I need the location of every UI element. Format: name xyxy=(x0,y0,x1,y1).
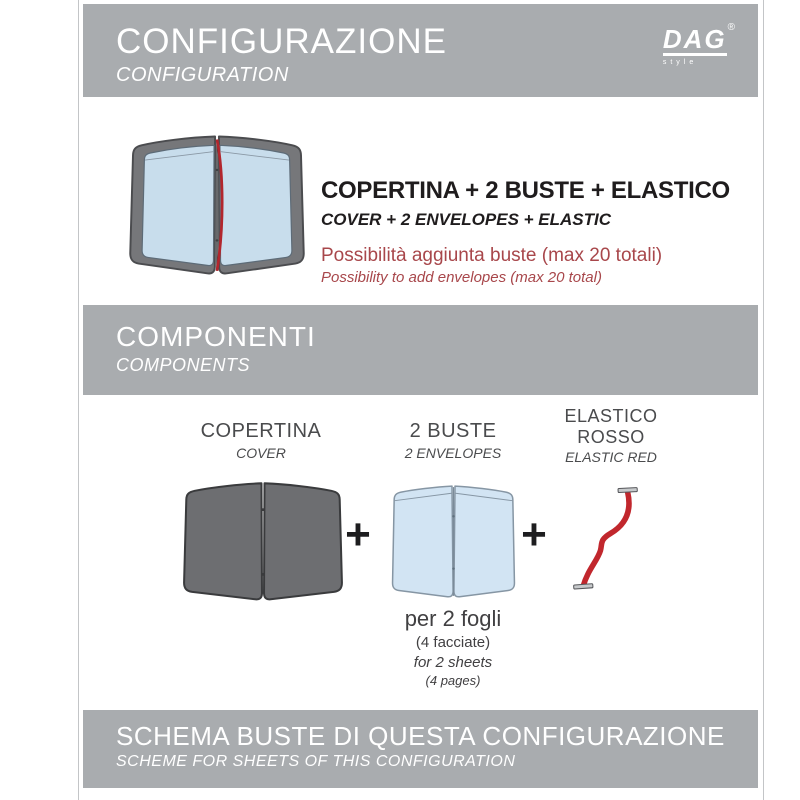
envelopes-label-block xyxy=(373,420,533,461)
open-folder-illustration xyxy=(119,130,315,293)
cover-label-en: COVER xyxy=(236,445,286,461)
elastic-label-block xyxy=(541,406,681,465)
cover-label: COPERTINA xyxy=(200,420,322,442)
plus-sign: + xyxy=(521,510,547,559)
sheets-caption-block xyxy=(353,606,553,688)
envelopes-svg xyxy=(385,480,522,607)
dag-logo xyxy=(662,22,735,66)
components-banner xyxy=(83,305,758,395)
elastic-label-line2: ROSSO xyxy=(577,426,645,447)
open-folder-svg xyxy=(119,130,315,293)
configuration-title-en: COVER + 2 ENVELOPES + ELASTIC xyxy=(321,210,612,229)
elastic-top-tip xyxy=(618,488,637,493)
elastic-cord xyxy=(583,492,629,586)
envelope-right-panel xyxy=(454,486,515,597)
hero-text-block xyxy=(321,177,730,286)
sheets-caption-en: for 2 sheets xyxy=(413,654,493,671)
hero-envelope-right xyxy=(220,145,292,265)
add-envelopes-note-en: Possibility to add envelopes (max 20 total) xyxy=(321,269,602,286)
elastic-label-line1: ELASTICO xyxy=(564,406,658,426)
registered-mark-icon: ® xyxy=(727,22,735,33)
elastic-cord-illustration xyxy=(566,482,652,598)
elastic-label-en: ELASTIC RED xyxy=(565,449,657,466)
cover-right-panel xyxy=(264,483,342,599)
content-card xyxy=(78,0,764,800)
components-title: COMPONENTI xyxy=(116,321,316,352)
sheets-caption-it: per 2 fogli xyxy=(404,606,502,631)
pages-caption-en: (4 pages) xyxy=(425,673,481,688)
plus-sign: + xyxy=(345,510,371,559)
page-subtitle: CONFIGURATION xyxy=(116,63,289,86)
cover-left-panel xyxy=(184,483,262,599)
hero-envelope-left xyxy=(142,145,214,265)
scheme-banner xyxy=(83,710,758,788)
elastic-svg xyxy=(566,482,652,598)
page-title: CONFIGURAZIONE xyxy=(116,22,447,61)
header-banner xyxy=(83,4,758,97)
envelopes-label: 2 BUSTE xyxy=(409,420,497,442)
elastic-bottom-tip xyxy=(574,584,593,589)
add-envelopes-note: Possibilità aggiunta buste (max 20 totali) xyxy=(321,245,663,266)
configuration-title: COPERTINA + 2 BUSTE + ELASTICO xyxy=(321,177,730,204)
cover-label-block xyxy=(161,420,361,461)
cover-svg xyxy=(177,478,349,606)
dag-logo-tagline: style xyxy=(662,59,698,66)
envelope-left-panel xyxy=(393,486,454,597)
scheme-subtitle: SCHEME FOR SHEETS OF THIS CONFIGURATION xyxy=(116,753,516,771)
envelopes-label-en: 2 ENVELOPES xyxy=(404,445,502,461)
cover-illustration xyxy=(177,478,349,606)
components-subtitle: COMPONENTS xyxy=(116,355,251,376)
dag-logo-text: DAG xyxy=(662,24,727,54)
envelopes-illustration xyxy=(385,480,522,607)
scheme-title: SCHEMA BUSTE DI QUESTA CONFIGURAZIONE xyxy=(116,721,725,751)
pages-caption-it: (4 facciate) xyxy=(415,634,491,651)
